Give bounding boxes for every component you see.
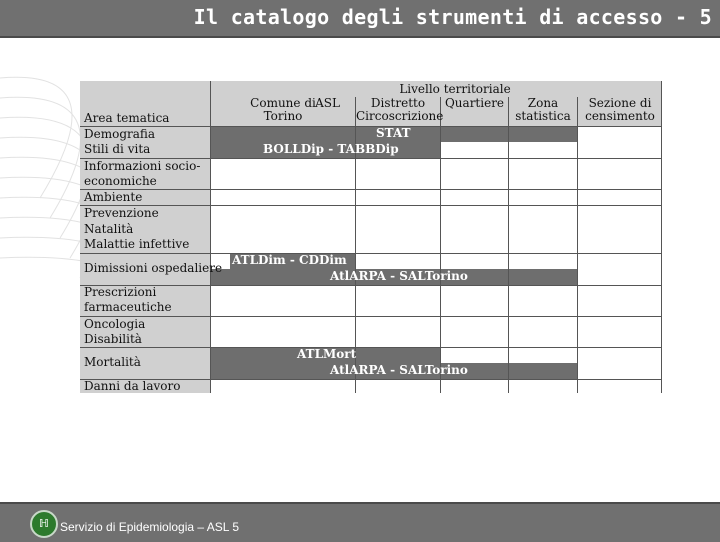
row-label: farmaceutiche bbox=[84, 300, 172, 314]
header-col-zona: Zona statistica bbox=[515, 96, 571, 123]
row-label: Natalità bbox=[84, 222, 134, 236]
row-label: Malattie infettive bbox=[84, 237, 190, 251]
header-group-label: Livello territoriale bbox=[399, 82, 511, 96]
row-label: Ambiente bbox=[84, 190, 143, 204]
bar-label-atlarpa-1: AtlARPA - SALTorino bbox=[330, 269, 468, 283]
bar-label-atldim: ATLDim - CDDim bbox=[232, 253, 347, 267]
asl-logo-icon: ℍ bbox=[30, 510, 58, 538]
row-label: Prescrizioni bbox=[84, 285, 157, 299]
row-label: Dimissioni ospedaliere bbox=[84, 261, 223, 275]
header-col-quartiere: Quartiere bbox=[444, 96, 505, 110]
row-label: Demografia bbox=[84, 127, 156, 141]
catalog-table bbox=[80, 81, 662, 393]
slide-title: Il catalogo degli strumenti di accesso - 5 bbox=[193, 5, 712, 29]
bar-label-bolldip: BOLLDip - TABBDip bbox=[263, 142, 399, 156]
header-col-distretto: Distretto Circoscrizione bbox=[356, 96, 444, 123]
row-label: Oncologia bbox=[84, 317, 146, 331]
header-col-comune: Comune di Torino bbox=[250, 96, 316, 123]
row-label: Prevenzione bbox=[84, 206, 159, 220]
row-label: Mortalità bbox=[84, 355, 141, 369]
row-label: Disabilità bbox=[84, 332, 142, 346]
header-col-sezione: Sezione di censimento bbox=[585, 96, 655, 123]
bar-label-stat: STAT bbox=[376, 126, 411, 140]
row-label: economiche bbox=[84, 174, 157, 188]
header-col-asl: ASL bbox=[315, 96, 340, 110]
header-area-label: Area tematica bbox=[84, 111, 170, 125]
title-bar bbox=[0, 0, 720, 38]
row-label: Stili di vita bbox=[84, 142, 151, 156]
footer-bar bbox=[0, 502, 720, 542]
bar-label-atlarpa-2: AtlARPA - SALTorino bbox=[330, 363, 468, 377]
row-label: Informazioni socio- bbox=[84, 159, 201, 173]
footer-text: Servizio di Epidemiologia – ASL 5 bbox=[60, 520, 239, 534]
bar-label-atlmort: ATLMort bbox=[297, 347, 357, 361]
row-label: Danni da lavoro bbox=[84, 379, 181, 393]
